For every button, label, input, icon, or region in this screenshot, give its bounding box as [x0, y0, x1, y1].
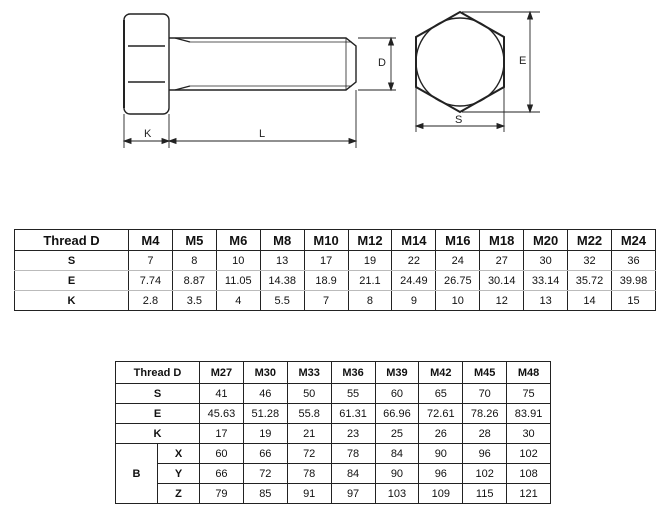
- table-cell: 19: [348, 251, 392, 271]
- dim-label-d: D: [378, 57, 386, 69]
- table-cell: 23: [331, 424, 375, 444]
- table-cell: 39.98: [611, 271, 655, 291]
- table-cell: 8.87: [172, 271, 216, 291]
- table-cell: 78: [287, 464, 331, 484]
- table-cell: 15: [611, 291, 655, 311]
- table-cell: 19: [243, 424, 287, 444]
- column-header: M5: [172, 230, 216, 251]
- table-cell: 18.9: [304, 271, 348, 291]
- table-cell: 75: [507, 384, 551, 404]
- table-cell: 103: [375, 484, 419, 504]
- table-cell: 66: [200, 464, 244, 484]
- table-row: [116, 384, 551, 404]
- table-cell: 13: [524, 291, 568, 311]
- table-cell: 41: [200, 384, 244, 404]
- table-cell: 72: [243, 464, 287, 484]
- table-cell: 17: [304, 251, 348, 271]
- table-cell: 32: [568, 251, 612, 271]
- table-cell: 96: [419, 464, 463, 484]
- dimensions-table-m27-m48: [115, 361, 551, 504]
- table-cell: 21: [287, 424, 331, 444]
- column-header: M16: [436, 230, 480, 251]
- table-row: [116, 404, 551, 424]
- bolt-head-side-view: [124, 14, 169, 114]
- table-cell: 30: [524, 251, 568, 271]
- column-header: M10: [304, 230, 348, 251]
- table-cell: 30.14: [480, 271, 524, 291]
- header-label: Thread D: [116, 362, 200, 384]
- table-cell: 30: [507, 424, 551, 444]
- table-cell: 90: [375, 464, 419, 484]
- column-header: M27: [200, 362, 244, 384]
- table-cell: 65: [419, 384, 463, 404]
- table-cell: 61.31: [331, 404, 375, 424]
- row-label: K: [116, 424, 200, 444]
- table-cell: 91: [287, 484, 331, 504]
- row-label: S: [116, 384, 200, 404]
- table-cell: 17: [200, 424, 244, 444]
- column-header: M14: [392, 230, 436, 251]
- table-header-row: [116, 362, 551, 384]
- table-row: [116, 444, 551, 464]
- table-cell: 8: [348, 291, 392, 311]
- bolt-shank: [169, 38, 356, 90]
- table-cell: 66: [243, 444, 287, 464]
- dim-label-e: E: [519, 55, 527, 67]
- table-row: [15, 291, 656, 311]
- column-header: M8: [260, 230, 304, 251]
- table-cell: 14.38: [260, 271, 304, 291]
- column-header: M20: [524, 230, 568, 251]
- table-row: [15, 251, 656, 271]
- bolt-head-top-view: [416, 12, 504, 112]
- table-cell: 36: [611, 251, 655, 271]
- row-label: Y: [158, 464, 200, 484]
- table-cell: 70: [463, 384, 507, 404]
- table-cell: 72: [287, 444, 331, 464]
- table-row: [116, 424, 551, 444]
- table-cell: 90: [419, 444, 463, 464]
- dim-label-k: K: [144, 128, 152, 140]
- table-cell: 7.74: [129, 271, 173, 291]
- group-label: B: [116, 444, 158, 504]
- table-cell: 12: [480, 291, 524, 311]
- dimensions-table-m4-m24: [14, 229, 656, 311]
- column-header: M22: [568, 230, 612, 251]
- table-cell: 85: [243, 484, 287, 504]
- column-header: M48: [507, 362, 551, 384]
- table-cell: 97: [331, 484, 375, 504]
- table-cell: 11.05: [216, 271, 260, 291]
- table-cell: 115: [463, 484, 507, 504]
- table-cell: 3.5: [172, 291, 216, 311]
- table-cell: 2.8: [129, 291, 173, 311]
- bolt-technical-drawing: [0, 0, 666, 220]
- table-cell: 51.28: [243, 404, 287, 424]
- table-cell: 8: [172, 251, 216, 271]
- table-cell: 55.8: [287, 404, 331, 424]
- table-cell: 5.5: [260, 291, 304, 311]
- table-cell: 28: [463, 424, 507, 444]
- column-header: M45: [463, 362, 507, 384]
- table-cell: 84: [331, 464, 375, 484]
- table-row: [15, 271, 656, 291]
- column-header: M24: [611, 230, 655, 251]
- table-cell: 7: [304, 291, 348, 311]
- table-cell: 96: [463, 444, 507, 464]
- table-cell: 35.72: [568, 271, 612, 291]
- table-cell: 60: [375, 384, 419, 404]
- table-cell: 79: [200, 484, 244, 504]
- table-row: [116, 484, 551, 504]
- table-cell: 13: [260, 251, 304, 271]
- table-cell: 10: [216, 251, 260, 271]
- column-header: M18: [480, 230, 524, 251]
- column-header: M33: [287, 362, 331, 384]
- column-header: M6: [216, 230, 260, 251]
- dimension-d: [358, 38, 396, 90]
- table-cell: 55: [331, 384, 375, 404]
- column-header: M30: [243, 362, 287, 384]
- table-cell: 109: [419, 484, 463, 504]
- table-cell: 26: [419, 424, 463, 444]
- column-header: M36: [331, 362, 375, 384]
- table-cell: 25: [375, 424, 419, 444]
- row-label: S: [15, 251, 129, 271]
- table-cell: 14: [568, 291, 612, 311]
- column-header: M4: [129, 230, 173, 251]
- table-row: [116, 464, 551, 484]
- table-cell: 78.26: [463, 404, 507, 424]
- table-cell: 46: [243, 384, 287, 404]
- row-label: X: [158, 444, 200, 464]
- dim-label-l: L: [259, 128, 266, 140]
- table-cell: 22: [392, 251, 436, 271]
- dim-label-s: S: [455, 114, 463, 126]
- table-header-row: [15, 230, 656, 251]
- table-cell: 21.1: [348, 271, 392, 291]
- column-header: M39: [375, 362, 419, 384]
- row-label: E: [116, 404, 200, 424]
- row-label: E: [15, 271, 129, 291]
- table-cell: 108: [507, 464, 551, 484]
- table-cell: 45.63: [200, 404, 244, 424]
- dimension-e: [462, 12, 540, 112]
- table-cell: 33.14: [524, 271, 568, 291]
- table-cell: 7: [129, 251, 173, 271]
- table-cell: 24.49: [392, 271, 436, 291]
- header-label: Thread D: [15, 230, 129, 251]
- table-cell: 9: [392, 291, 436, 311]
- table-cell: 102: [463, 464, 507, 484]
- table-cell: 60: [200, 444, 244, 464]
- table-cell: 121: [507, 484, 551, 504]
- column-header: M42: [419, 362, 463, 384]
- table-cell: 24: [436, 251, 480, 271]
- row-label: K: [15, 291, 129, 311]
- table-cell: 4: [216, 291, 260, 311]
- table-cell: 84: [375, 444, 419, 464]
- table-cell: 26.75: [436, 271, 480, 291]
- table-cell: 50: [287, 384, 331, 404]
- table-cell: 83.91: [507, 404, 551, 424]
- table-cell: 66.96: [375, 404, 419, 424]
- table-cell: 72.61: [419, 404, 463, 424]
- column-header: M12: [348, 230, 392, 251]
- row-label: Z: [158, 484, 200, 504]
- table-cell: 27: [480, 251, 524, 271]
- table-cell: 78: [331, 444, 375, 464]
- table-cell: 10: [436, 291, 480, 311]
- table-cell: 102: [507, 444, 551, 464]
